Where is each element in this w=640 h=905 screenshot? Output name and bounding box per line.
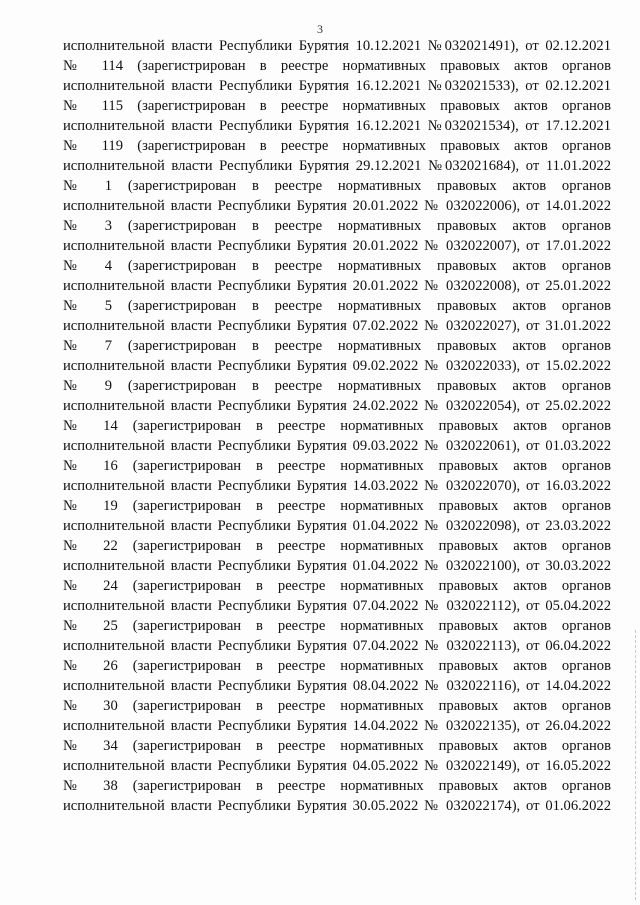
text-line: исполнительной власти Республики Бурятия 07.04.2022 № 032022113), от 06.04.2022: [63, 638, 611, 654]
text-line: исполнительной власти Республики Бурятия 01.04.2022 № 032022100), от 30.03.2022: [63, 558, 611, 574]
text-line: исполнительной власти Республики Бурятия 04.05.2022 № 032022149), от 16.05.2022: [63, 758, 611, 774]
text-line: исполнительной власти Республики Бурятия 20.01.2022 № 032022006), от 14.01.2022: [63, 198, 611, 214]
text-line: № 24 (зарегистрирован в реестре нормативных правовых актов органов: [63, 578, 611, 594]
text-line: № 38 (зарегистрирован в реестре нормативных правовых актов органов: [63, 778, 611, 794]
text-line: № 22 (зарегистрирован в реестре нормативных правовых актов органов: [63, 538, 611, 554]
text-line: исполнительной власти Республики Бурятия 20.01.2022 № 032022007), от 17.01.2022: [63, 238, 611, 254]
text-line: № 16 (зарегистрирован в реестре нормативных правовых актов органов: [63, 458, 611, 474]
text-line: № 1 (зарегистрирован в реестре нормативных правовых актов органов: [63, 178, 611, 194]
text-line: № 19 (зарегистрирован в реестре нормативных правовых актов органов: [63, 498, 611, 514]
text-line: исполнительной власти Республики Бурятия 20.01.2022 № 032022008), от 25.01.2022: [63, 278, 611, 294]
text-line: исполнительной власти Республики Бурятия 09.03.2022 № 032022061), от 01.03.2022: [63, 438, 611, 454]
text-line: № 7 (зарегистрирован в реестре нормативных правовых актов органов: [63, 338, 611, 354]
text-line: № 119 (зарегистрирован в реестре нормативных правовых актов органов: [63, 138, 611, 154]
scan-edge-artifact: [634, 630, 636, 900]
text-line: № 25 (зарегистрирован в реестре нормативных правовых актов органов: [63, 618, 611, 634]
text-line: исполнительной власти Республики Бурятия 14.03.2022 № 032022070), от 16.03.2022: [63, 478, 611, 494]
text-line: исполнительной власти Республики Бурятия 10.12.2021 №032021491), от 02.12.2021: [63, 38, 611, 54]
text-line: № 114 (зарегистрирован в реестре нормативных правовых актов органов: [63, 58, 611, 74]
text-line: № 34 (зарегистрирован в реестре нормативных правовых актов органов: [63, 738, 611, 754]
page-number: 3: [317, 22, 323, 36]
document-text-body: [63, 36, 611, 816]
text-line: исполнительной власти Республики Бурятия 09.02.2022 № 032022033), от 15.02.2022: [63, 358, 611, 374]
text-line: № 3 (зарегистрирован в реестре нормативных правовых актов органов: [63, 218, 611, 234]
text-line: исполнительной власти Республики Бурятия 14.04.2022 № 032022135), от 26.04.2022: [63, 718, 611, 734]
text-line: исполнительной власти Республики Бурятия 01.04.2022 № 032022098), от 23.03.2022: [63, 518, 611, 534]
text-line: исполнительной власти Республики Бурятия 29.12.2021 №032021684), от 11.01.2022: [63, 158, 611, 174]
text-line: № 4 (зарегистрирован в реестре нормативных правовых актов органов: [63, 258, 611, 274]
text-line: № 5 (зарегистрирован в реестре нормативных правовых актов органов: [63, 298, 611, 314]
text-line: исполнительной власти Республики Бурятия 24.02.2022 № 032022054), от 25.02.2022: [63, 398, 611, 414]
text-line: № 115 (зарегистрирован в реестре нормативных правовых актов органов: [63, 98, 611, 114]
text-line: № 30 (зарегистрирован в реестре нормативных правовых актов органов: [63, 698, 611, 714]
text-line: исполнительной власти Республики Бурятия 16.12.2021 №032021533), от 02.12.2021: [63, 78, 611, 94]
text-line: № 9 (зарегистрирован в реестре нормативных правовых актов органов: [63, 378, 611, 394]
text-line: исполнительной власти Республики Бурятия 07.04.2022 № 032022112), от 05.04.2022: [63, 598, 611, 614]
text-line: № 14 (зарегистрирован в реестре нормативных правовых актов органов: [63, 418, 611, 434]
text-line: № 26 (зарегистрирован в реестре нормативных правовых актов органов: [63, 658, 611, 674]
text-line: исполнительной власти Республики Бурятия 07.02.2022 № 032022027), от 31.01.2022: [63, 318, 611, 334]
text-line: исполнительной власти Республики Бурятия 16.12.2021 №032021534), от 17.12.2021: [63, 118, 611, 134]
text-line: исполнительной власти Республики Бурятия 08.04.2022 № 032022116), от 14.04.2022: [63, 678, 611, 694]
text-line: исполнительной власти Республики Бурятия 30.05.2022 № 032022174), от 01.06.2022: [63, 798, 611, 814]
